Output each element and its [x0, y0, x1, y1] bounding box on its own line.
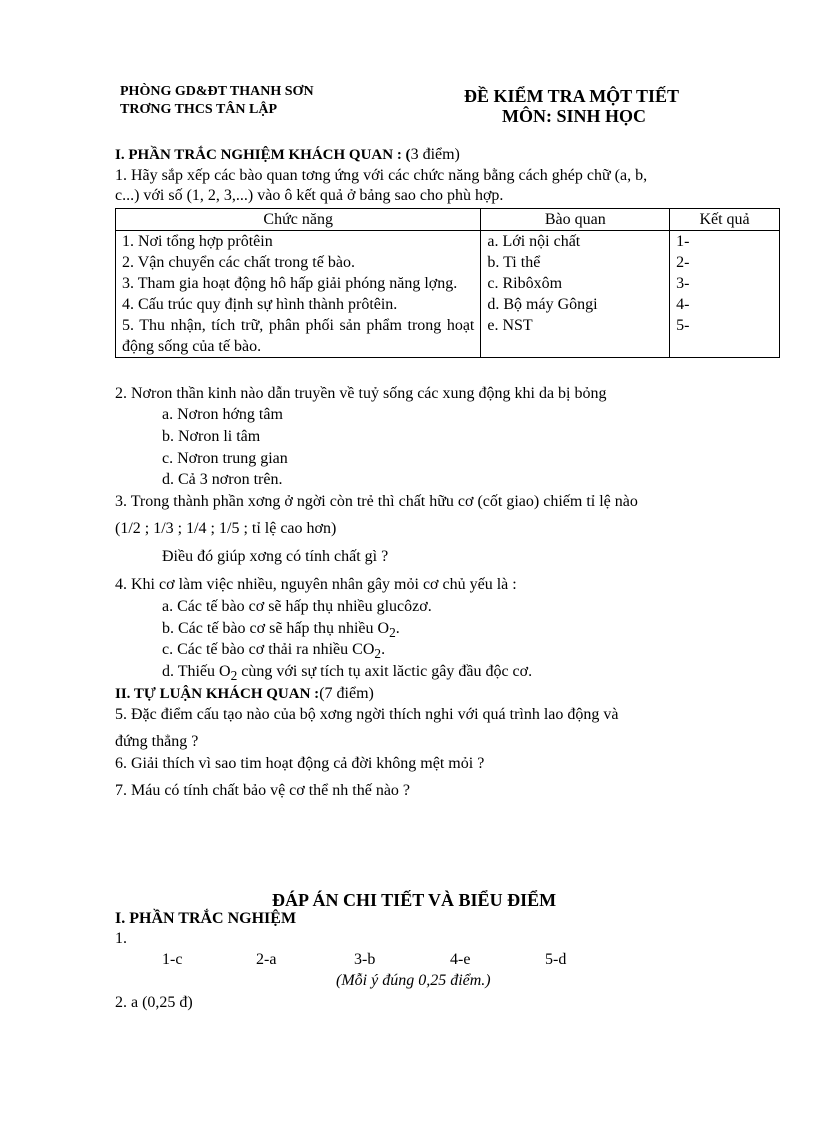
- answers-section: I. PHẦN TRẮC NGHIỆM: [115, 910, 297, 927]
- q5-line2: đứng thẳng ?: [115, 733, 199, 750]
- q2-option-a: a. Nơron hớng tâm: [162, 406, 283, 423]
- function-item: 1. Nơi tổng hợp prôtêin: [122, 233, 273, 250]
- q6-text: 6. Giải thích vì sao tim hoạt động cả đời không mệt mỏi ?: [115, 755, 485, 772]
- q4-option-c: [162, 641, 385, 662]
- part2-heading-text: II. TỰ LUẬN KHÁCH QUAN :: [115, 686, 320, 702]
- part1-heading-text: I. PHẦN TRẮC NGHIỆM KHÁCH QUAN : (: [115, 147, 411, 163]
- q4-option-b-sub: 2: [389, 625, 396, 641]
- exam-subject: MÔN: SINH HỌC: [502, 106, 646, 126]
- q4-option-d-end: cùng với sự tích tụ axit lăctic gây đầu độc cơ.: [237, 663, 533, 680]
- part1-heading: [115, 146, 460, 164]
- function-item: 2. Vận chuyển các chất trong tế bào.: [122, 254, 355, 271]
- q1-line1: 1. Hãy sắp xếp các bào quan tơng ứng với các chức năng bằng cách ghép chữ (a, b,: [115, 167, 648, 184]
- answer-q1-label: 1.: [115, 930, 127, 947]
- q4-option-c-sub: 2: [374, 646, 382, 662]
- q4-option-b-end: .: [395, 620, 400, 637]
- result-item: 1-: [676, 233, 690, 250]
- result-item: 4-: [676, 296, 690, 313]
- matching-table: [115, 208, 780, 358]
- q3-line3: Điều đó giúp xơng có tính chất gì ?: [162, 548, 389, 565]
- q4-option-d-text: d. Thiếu O: [162, 663, 231, 680]
- results-cell: [670, 231, 780, 358]
- q7-text: 7. Máu có tính chất bảo vệ cơ thể nh thế nào ?: [115, 782, 411, 799]
- result-item: 3-: [676, 275, 690, 292]
- part2-heading: [115, 685, 374, 703]
- q2-stem: 2. Nơron thần kinh nào dẫn truyền về tuỷ sống các xung động khi da bị bỏng: [115, 385, 607, 402]
- answers-note: (Mỗi ý đúng 0,25 điểm.): [336, 972, 491, 989]
- answer-match-3: 3-b: [354, 951, 376, 968]
- q3-line2: (1/2 ; 1/3 ; 1/4 ; 1/5 ; tỉ lệ cao hơn): [115, 520, 337, 537]
- q2-option-c: c. Nơron trung gian: [162, 450, 288, 467]
- answers-title: ĐÁP ÁN CHI TIẾT VÀ BIỂU ĐIỂM: [272, 890, 557, 910]
- exam-title: ĐỀ KIỂM TRA MỘT TIẾT: [464, 86, 680, 106]
- organelles-cell: [481, 231, 670, 358]
- q2-option-b: b. Nơron li tâm: [162, 428, 261, 445]
- answer-match-2: 2-a: [256, 951, 277, 968]
- q4-option-a: a. Các tế bào cơ sẽ hấp thụ nhiều glucôzơ.: [162, 598, 432, 615]
- q4-option-b-text: b. Các tế bào cơ sẽ hấp thụ nhiều O: [162, 620, 390, 637]
- part1-points: 3 điểm): [410, 146, 460, 163]
- q4-option-d-sub: 2: [230, 668, 238, 684]
- part2-points: (7 điểm): [319, 685, 374, 702]
- school-department: PHÒNG GD&ĐT THANH SƠN: [120, 84, 314, 99]
- answer-match-4: 4-e: [450, 951, 471, 968]
- result-item: 2-: [676, 254, 690, 271]
- function-item: 4. Cấu trúc quy định sự hình thành prôtêin.: [122, 296, 398, 313]
- q4-option-c-text: c. Các tế bào cơ thải ra nhiều CO: [162, 641, 375, 658]
- answer-match-5: 5-d: [545, 951, 567, 968]
- q4-option-b: [162, 620, 400, 641]
- table-header-row: [116, 209, 780, 231]
- organelle-item: c. Ribôxôm: [487, 275, 563, 292]
- q3-line1: 3. Trong thành phần xơng ở ngời còn trẻ thì chất hữu cơ (cốt giao) chiếm tỉ lệ nào: [115, 493, 638, 510]
- answer-match-1: 1-c: [162, 951, 183, 968]
- school-name: TRƠNG THCS TÂN LẬP: [120, 102, 278, 117]
- header-organelle: Bào quan: [481, 209, 670, 231]
- functions-cell: [116, 231, 481, 358]
- q2-option-d: d. Cả 3 nơron trên.: [162, 471, 283, 488]
- q4-stem: 4. Khi cơ làm việc nhiều, nguyên nhân gây mỏi cơ chủ yếu là :: [115, 576, 517, 593]
- q4-option-d: [162, 663, 532, 684]
- result-item: 5-: [676, 317, 690, 334]
- q1-line2: c...) với số (1, 2, 3,...) vào ô kết quả ở bảng sao cho phù hợp.: [115, 187, 504, 204]
- function-item: 5. Thu nhận, tích trữ, phân phối sản phẩm trong hoạt động sống của tế bào.: [122, 317, 475, 355]
- answer-q2: 2. a (0,25 đ): [115, 994, 193, 1011]
- function-item: 3. Tham gia hoạt động hô hấp giải phóng năng lợng.: [122, 275, 458, 292]
- q4-option-c-end: .: [381, 641, 386, 658]
- organelle-item: d. Bộ máy Gôngi: [487, 296, 598, 313]
- organelle-item: e. NST: [487, 317, 533, 334]
- header-result: Kết quả: [670, 209, 780, 231]
- header-function: Chức năng: [116, 209, 481, 231]
- organelle-item: b. Ti thể: [487, 254, 541, 271]
- organelle-item: a. Lới nội chất: [487, 233, 581, 250]
- table-body-row: [116, 231, 780, 358]
- q5-line1: 5. Đặc điểm cấu tạo nào của bộ xơng ngời thích nghi với quá trình lao động và: [115, 706, 619, 723]
